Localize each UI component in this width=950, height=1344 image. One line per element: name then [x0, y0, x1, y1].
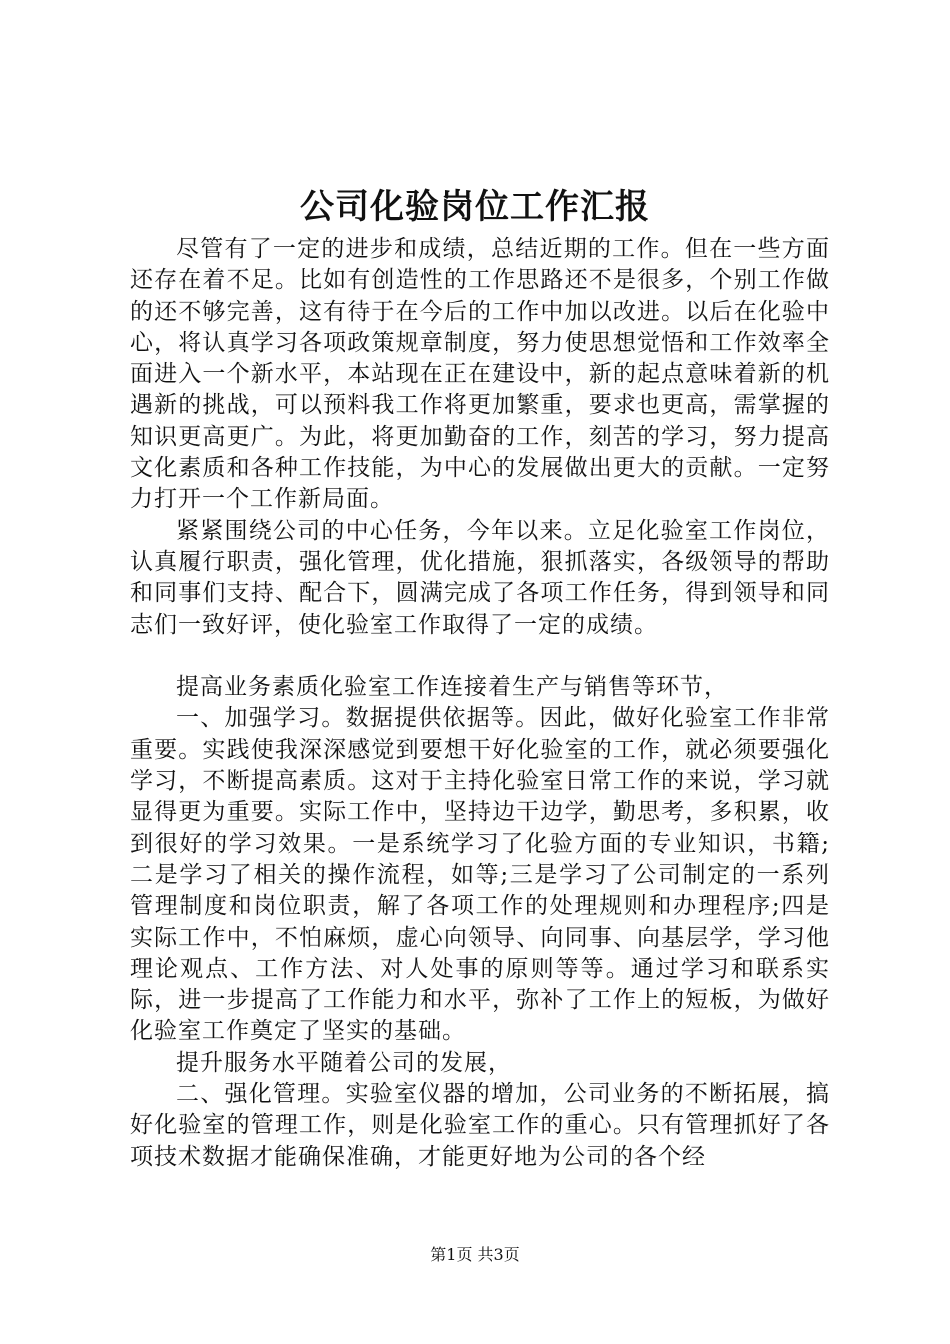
paragraph-heading-business: 提高业务素质化验室工作连接着生产与销售等环节，: [176, 674, 728, 701]
page-footer: 第1页 共3页: [430, 1245, 520, 1264]
paragraph-spacer: [130, 641, 830, 672]
document-title: 公司化验岗位工作汇报: [300, 187, 650, 227]
paragraph-study: 一、加强学习。数据提供依据等。因此，做好化验室工作非常重要。实践使我深深感觉到要想干好化验室的工作，就必须要强化学习，不断提高素质。这对于主持化验室日常工作的来说，学习就显得更为重要。实际工作中，坚持边干边学，勤思考，多积累，收到很好的学习效果。一是系统学习了化验方面的专业知识，书籍;二是学习了相关的操作流程，如等;三是学习了公司制定的一系列管理制度和岗位职责，解了各项工作的处理规则和办理程序;四是实际工作中，不怕麻烦，虚心向领导、向同事、向基层学，学习他理论观点、工作方法、对人处事的原则等等。通过学习和联系实际，进一步提高了工作能力和水平，弥补了工作上的短板，为做好化验室工作奠定了坚实的基础。: [130, 705, 830, 1045]
paragraph-heading-service: 提升服务水平随着公司的发展，: [176, 1049, 512, 1076]
paragraph-management: 二、强化管理。实验室仪器的增加，公司业务的不断拓展，搞好化验室的管理工作，则是化验室工作的重心。只有管理抓好了各项技术数据才能确保准确，才能更好地为公司的各个经: [130, 1081, 830, 1170]
paragraph-achievements: 紧紧围绕公司的中心任务，今年以来。立足化验室工作岗位，认真履行职责，强化管理，优化措施，狠抓落实，各级领导的帮助和同事们支持、配合下，圆满完成了各项工作任务，得到领导和同志们一致好评，使化验室工作取得了一定的成绩。: [130, 517, 830, 638]
paragraph-summary: 尽管有了一定的进步和成绩，总结近期的工作。但在一些方面还存在着不足。比如有创造性的工作思路还不是很多，个别工作做的还不够完善，这有待于在今后的工作中加以改进。以后在化验中心，将认真学习各项政策规章制度，努力使思想觉悟和工作效率全面进入一个新水平，本站现在正在建设中，新的起点意味着新的机遇新的挑战，可以预料我工作将更加繁重，要求也更高，需掌握的知识更高更广。为此，将更加勤奋的工作，刻苦的学习，努力提高文化素质和各种工作技能，为中心的发展做出更大的贡献。一定努力打开一个工作新局面。: [130, 236, 830, 513]
document-body: [130, 234, 830, 1173]
